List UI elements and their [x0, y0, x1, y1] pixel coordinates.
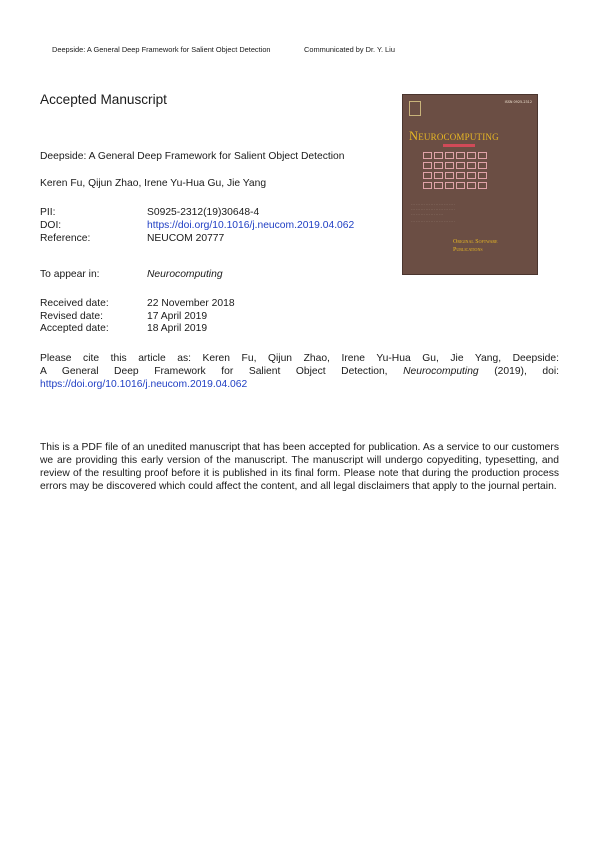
identifier-key: DOI: [40, 220, 62, 231]
running-header-communicated: Communicated by Dr. Y. Liu [304, 45, 395, 54]
identifier-value: NEUCOM 20777 [147, 233, 225, 244]
cover-text-line: · · · · · · · · · · · · · · · · · · · · · · · · · · · [411, 208, 455, 211]
cover-issn: ISSN 0925-2312 [504, 100, 532, 104]
disclaimer-paragraph: This is a PDF file of an unedited manuscript that has been accepted for publication. As a service to our customers we are providing this early version of the manuscript. The manuscript will undergo copyediting, typesetting, and review of the resulting proof before it is published in its final form. Please note that during the production process errors may be discovered which could affect the content, and all legal disclaimers that apply to the journal pertain. [40, 442, 559, 492]
date-value: 17 April 2019 [147, 311, 208, 322]
article-title: Deepside: A General Deep Framework for Salient Object Detection [40, 151, 345, 162]
citation-paragraph [40, 352, 559, 391]
cover-grid-pattern [423, 152, 491, 198]
date-value: 18 April 2019 [147, 323, 208, 334]
date-value: 22 November 2018 [147, 298, 235, 309]
identifier-key: Reference: [40, 233, 91, 244]
publisher-logo-icon [409, 101, 421, 116]
identifier-value: S0925-2312(19)30648-4 [147, 207, 260, 218]
page-title: Accepted Manuscript [40, 92, 167, 107]
journal-cover-image [402, 94, 538, 275]
appear-in-key: To appear in: [40, 269, 100, 280]
cover-text-line: · · · · · · · · · · · · · · · · · · · · · · · · · · · [411, 203, 455, 206]
citation-journal: Neurocomputing [403, 366, 479, 377]
cover-text-line: · · · · · · · · · · · · · · · · · · · · [411, 213, 444, 216]
citation-line-1: Please cite this article as: Keren Fu, Qijun Zhao, Irene Yu-Hua Gu, Jie Yang, Deepside: [40, 353, 559, 364]
running-header-title: Deepside: A General Deep Framework for Salient Object Detection [52, 45, 271, 54]
cover-journal-name: Neurocomputing [409, 129, 499, 143]
authors: Keren Fu, Qijun Zhao, Irene Yu-Hua Gu, Jie Yang [40, 178, 267, 189]
identifier-key: PII: [40, 207, 56, 218]
citation-line-2 [40, 365, 559, 378]
cover-accent-bar [443, 144, 475, 147]
date-key: Accepted date: [40, 323, 109, 334]
citation-text: (2019), doi: [478, 366, 560, 377]
doi-link[interactable]: https://doi.org/10.1016/j.neucom.2019.04.062 [147, 220, 355, 231]
cover-text-line: · · · · · · · · · · · · · · · · · · · · · · · · · · · [411, 220, 455, 223]
date-key: Revised date: [40, 311, 103, 322]
appear-in-journal: Neurocomputing [147, 269, 223, 280]
cover-subtitle: Original Software Publications [453, 239, 498, 253]
citation-doi-link[interactable]: https://doi.org/10.1016/j.neucom.2019.04.062 [40, 379, 248, 390]
date-key: Received date: [40, 298, 109, 309]
citation-text: A General Deep Framework for Salient Object Detection, [40, 366, 404, 377]
